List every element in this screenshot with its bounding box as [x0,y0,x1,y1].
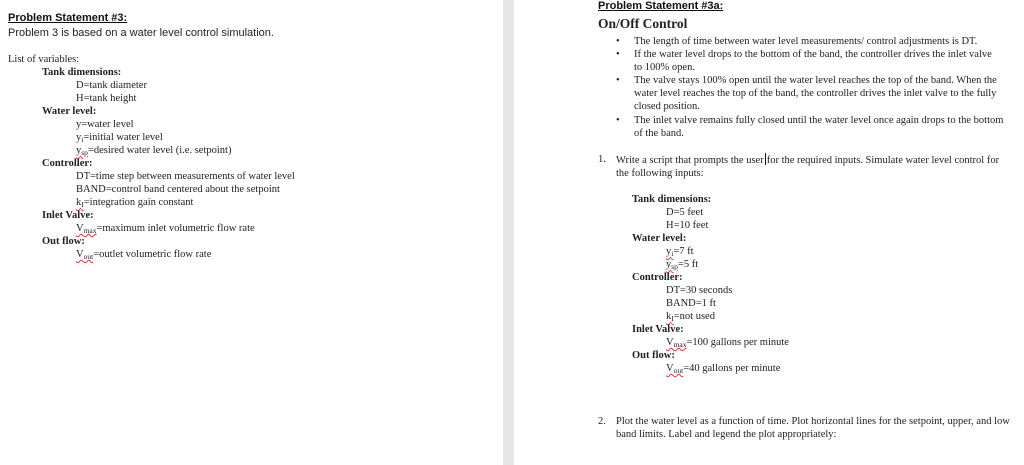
tank-dimensions-label: Tank dimensions: [632,194,712,205]
on-off-control-title: On/Off Control [598,16,688,31]
tank-diameter-def: D=tank diameter [76,80,147,91]
outlet-flow-def: $V_{out}=outlet$ volumetric flow rate [76,249,212,261]
bullet-icon: • [616,49,620,60]
tank-dimensions-label: Tank dimensions: [42,67,122,78]
problem-3-intro: Problem 3 is based on a water level control simulation. [8,27,274,39]
bullet-item: • If the water level drops to the bottom of the band, the controller drives the inlet valve to 100% open. [616,49,992,73]
setpoint-value: $y_{sp}=5$ ft [666,259,699,271]
question-2-number: 2. [598,416,606,427]
controller-label: Controller: [632,272,683,283]
water-level-label: Water level: [632,233,687,244]
bullet-item: • The inlet valve remains fully closed until the water level once again drops to the bottom of the band. [616,115,1004,139]
problem-3-heading: Problem Statement #3: [8,12,128,24]
max-inlet-flow-def: $V_{max}=maximum$ inlet volumetric flow rate [76,223,255,235]
text-cursor [765,153,766,165]
water-level-def: y=water level [76,119,134,130]
setpoint-def: $y_{sp}=desired$ water level (i.e. setpoint) [76,145,232,157]
question-1-number: 1. [598,154,606,165]
max-inlet-flow-value: $V_{max}=100$ gallons per minute [666,337,789,349]
out-flow-label: Out flow: [42,236,85,247]
integration-gain-def: $k_I=integration$ gain constant [76,197,194,209]
control-band-def: BAND=control band centered about the setpoint [76,184,280,195]
bullet-icon: • [616,75,620,86]
tank-height-value: H=10 feet [666,220,709,231]
right-document-page [514,0,1024,465]
bullet-icon: • [616,36,620,47]
initial-water-level-value: $y_i=7$ ft [666,246,694,258]
outlet-flow-value: $V_{out}=40$ gallons per minute [666,363,781,375]
initial-water-level-def: $y_i=initial$ water level [76,132,163,144]
controller-label: Controller: [42,158,93,169]
variables-list-title: List of variables: [8,54,80,65]
bullet-item: • The valve stays 100% open until the water level reaches the top of the band. When the water level reaches the top of the band, the controller drives the inlet valve to the fully closed position. [616,75,997,112]
question-1-text: Write a script that prompts the user for the required inputs. Simulate water level control for the following inputs: [616,155,1000,179]
time-step-def: DT=time step between measurements of water level [76,171,295,182]
inlet-valve-label: Inlet Valve: [42,210,94,221]
out-flow-label: Out flow: [632,350,675,361]
integration-gain-value: $k_I=not$ used [666,311,715,323]
control-band-value: BAND=1 ft [666,298,716,309]
left-document-page [0,0,503,465]
problem-3a-heading: Problem Statement #3a: [598,0,724,12]
time-step-value: DT=30 seconds [666,285,733,296]
tank-diameter-value: D=5 feet [666,207,704,218]
bullet-item: • The length of time between water level measurements/ control adjustments is DT. [616,36,978,47]
inlet-valve-label: Inlet Valve: [632,324,684,335]
tank-height-def: H=tank height [76,93,137,104]
bullet-icon: • [616,115,620,126]
question-2-text: Plot the water level as a function of time. Plot horizontal lines for the setpoint, upper, and low band limits. Label and legend the plot appropriately: [616,416,1010,440]
water-level-label: Water level: [42,106,97,117]
